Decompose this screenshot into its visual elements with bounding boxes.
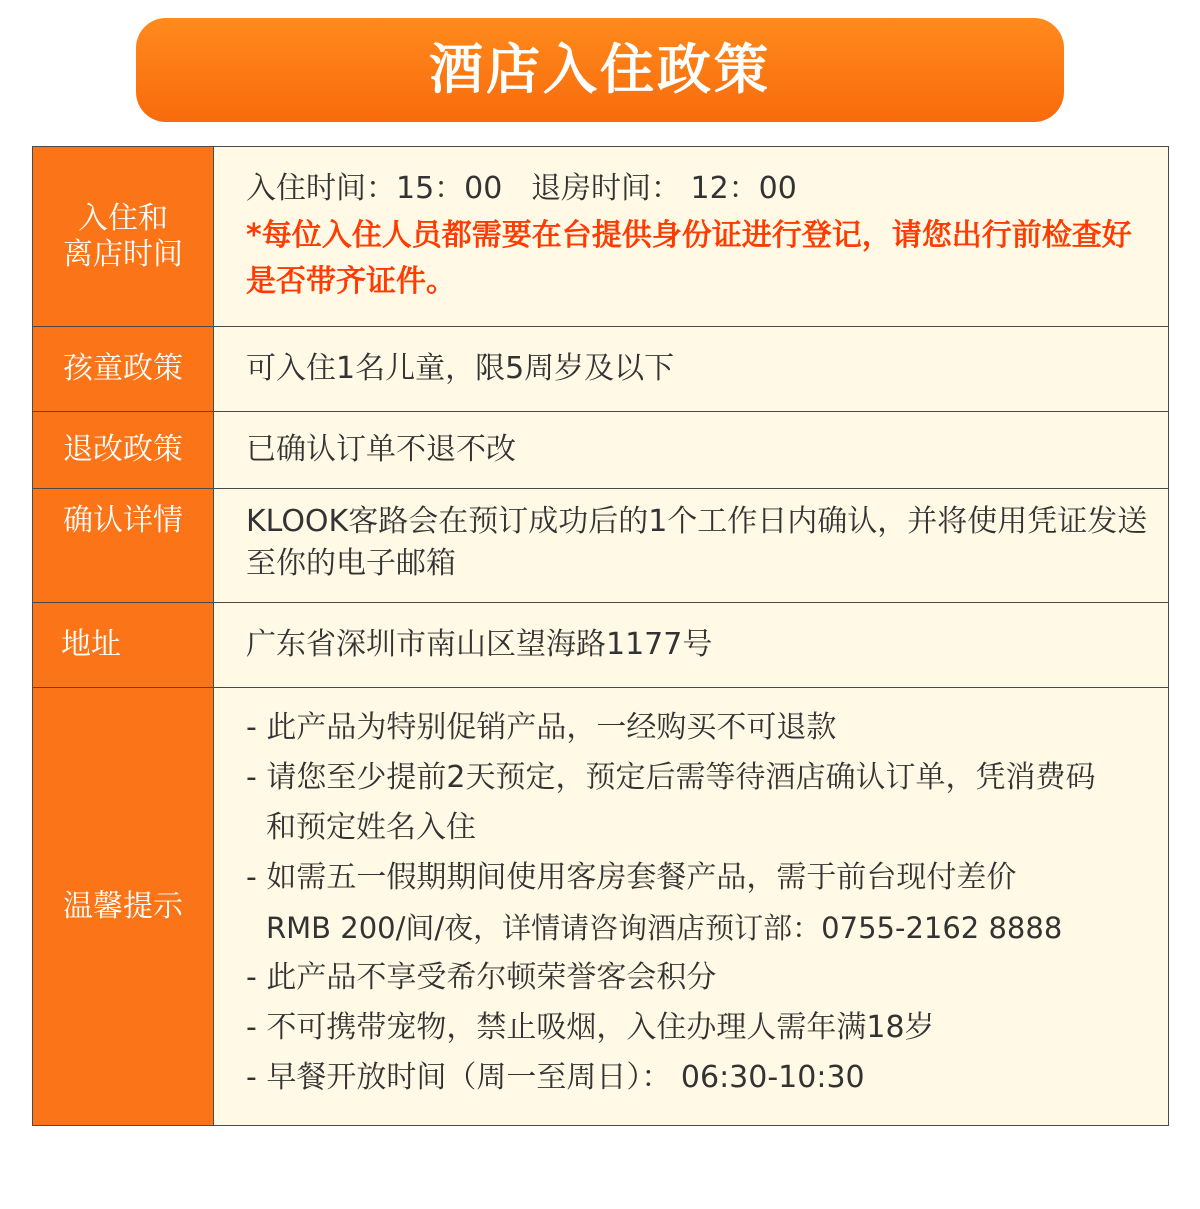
checkin-time-text: 入住时间：15：00 退房时间： 12：00 <box>246 171 797 206</box>
list-item: - 早餐开放时间（周一至周日）： 06:30-10:30 <box>246 1060 865 1095</box>
row-label-tips: 温馨提示 <box>33 688 214 1126</box>
table-row-tips <box>33 688 1169 1126</box>
row-value-checkin <box>214 147 1169 327</box>
list-item: - 请您至少提前2天预定，预定后需等待酒店确认订单，凭消费码 <box>246 760 1096 795</box>
table-row-children <box>33 327 1169 412</box>
row-label-confirm: 确认详情 <box>33 489 214 603</box>
row-label-children: 孩童政策 <box>33 327 214 412</box>
row-value-confirm: KLOOK客路会在预订成功后的1个工作日内确认，并将使用凭证发送至你的电子邮箱 <box>214 489 1169 603</box>
row-label-address: 地址 <box>33 603 214 688</box>
id-reminder-note: *每位入住人员都需要在台提供身份证进行登记，请您出行前检查好是否带齐证件。 <box>246 217 1132 299</box>
list-item: 和预定姓名入住 <box>266 810 476 845</box>
list-item: RMB 200/间/夜，详情请咨询酒店预订部：0755-2162 8888 <box>266 911 1063 945</box>
row-value-address: 广东省深圳市南山区望海路1177号 <box>214 603 1169 688</box>
table-row-address <box>33 603 1169 688</box>
table-row-refund <box>33 412 1169 489</box>
label-line: 入住和 <box>78 200 168 236</box>
policy-table <box>32 146 1169 1126</box>
row-value-refund: 已确认订单不退不改 <box>214 412 1169 489</box>
row-label-checkin <box>33 147 214 327</box>
label-line: 离店时间 <box>63 236 183 272</box>
title-banner <box>136 18 1064 122</box>
row-value-tips <box>214 688 1169 1126</box>
list-item: - 不可携带宠物，禁止吸烟，入住办理人需年满18岁 <box>246 1010 935 1045</box>
row-label-refund: 退改政策 <box>33 412 214 489</box>
table-row-confirm <box>33 489 1169 603</box>
page-title: 酒店入住政策 <box>429 38 771 101</box>
list-item: - 此产品为特别促销产品，一经购买不可退款 <box>246 710 837 745</box>
list-item: - 此产品不享受希尔顿荣誉客会积分 <box>246 960 717 995</box>
table-row-checkin <box>33 147 1169 327</box>
row-value-children: 可入住1名儿童，限5周岁及以下 <box>214 327 1169 412</box>
list-item: - 如需五一假期期间使用客房套餐产品，需于前台现付差价 <box>246 860 1017 895</box>
